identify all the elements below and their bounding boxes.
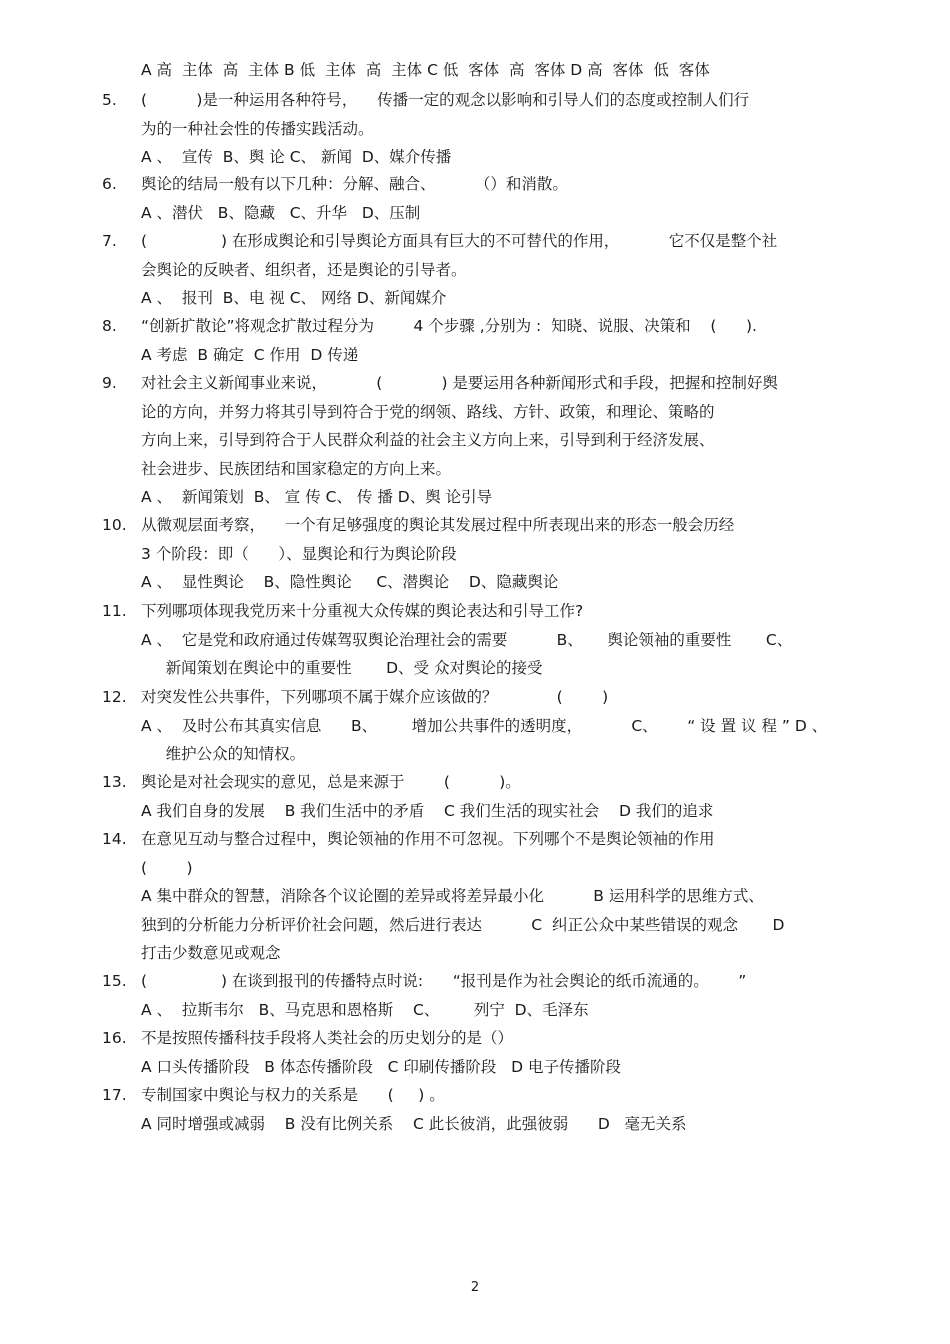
question-line: 维护公众的知情权。: [141, 745, 306, 763]
question-line: A 、 新闻策划 B、 宣 传 C、 传 播 D、舆 论引导: [141, 488, 493, 506]
question-line: 方向上来，引导到符合于人民群众利益的社会主义方向上来，引导到利于经济发展、: [141, 431, 715, 449]
question-body: [141, 369, 841, 512]
question-line: ( ) 在形成舆论和引导舆论方面具有巨大的不可替代的作用， 它不仅是整个社: [141, 232, 778, 250]
question-number: 7.: [102, 232, 117, 250]
question-line: A 、 宣传 B、舆 论 C、 新闻 D、媒介传播: [141, 148, 452, 166]
question-line: 新闻策划在舆论中的重要性 D、受 众对舆论的接受: [141, 659, 543, 677]
question-number: 17.: [102, 1086, 127, 1104]
question-number: 11.: [102, 602, 127, 620]
question-line: 为的一种社会性的传播实践活动。: [141, 119, 374, 138]
question-line: 不是按照传播科技手段将人类社会的历史划分的是（）: [141, 1029, 514, 1047]
question-line: 社会进步、民族团结和国家稳定的方向上来。: [141, 459, 452, 478]
question-number: 5.: [102, 91, 117, 109]
question-line: A 、 报刊 B、电 视 C、 网络 D、新闻媒介: [141, 289, 447, 307]
question-body: [141, 1081, 841, 1138]
question-4-options: A 高 主体 高 主体 B 低 主体 高 主体 C 低 客体 高 客体 D 高 客体 低 客体: [141, 61, 710, 79]
question-line: A 、 显性舆论 B、隐性舆论 C、潜舆论 D、隐藏舆论: [141, 573, 559, 591]
question-line: ( ) 在谈到报刊的传播特点时说: “报刊是作为社会舆论的纸币流通的。 ”: [141, 972, 747, 990]
question-body: [141, 597, 841, 683]
question-number: 13.: [102, 773, 127, 791]
page-number: 2: [470, 1280, 480, 1295]
question-number: 14.: [102, 830, 127, 848]
question-line: “创新扩散论”将观念扩散过程分为 4 个步骤 ,分别为 : 知晓、说服、决策和 ( ).: [141, 317, 757, 335]
question-line: 下列哪项体现我党历来十分重视大众传媒的舆论表达和引导工作?: [141, 602, 584, 620]
question-number: 8.: [102, 317, 117, 335]
question-body: [141, 768, 841, 825]
question-body: [141, 170, 841, 227]
question-line: ( )是一种运用各种符号， 传播一定的观念以影响和引导人们的态度或控制人们行: [141, 91, 750, 109]
question-body: [141, 511, 841, 597]
question-line: 对突发性公共事件，下列哪项不属于媒介应该做的？ ( ): [141, 688, 609, 706]
question-body: [141, 683, 841, 769]
question-line: A 集中群众的智慧，消除各个议论圈的差异或将差异最小化 B 运用科学的思维方式、: [141, 887, 764, 905]
question-line: 从微观层面考察， 一个有足够强度的舆论其发展过程中所表现出来的形态一般会历经: [141, 516, 735, 534]
question-line: A 口头传播阶段 B 体态传播阶段 C 印刷传播阶段 D 电子传播阶段: [141, 1057, 622, 1076]
question-line: A 、潜伏 B、隐藏 C、升华 D、压制: [141, 203, 421, 222]
question-line: 舆论的结局一般有以下几种：分解、融合、 （）和消散。: [141, 175, 568, 193]
question-line: A 、 拉斯韦尔 B、马克思和恩格斯 C、 列宁 D、毛泽东: [141, 1000, 589, 1019]
question-line: 3 个阶段：即（ ）、显舆论和行为舆论阶段: [141, 544, 457, 563]
question-line: 独到的分析能力分析评价社会问题，然后进行表达 C 纠正公众中某些错误的观念 D: [141, 915, 785, 934]
question-line: 打击少数意见或观念: [141, 944, 281, 962]
question-body: [141, 825, 841, 968]
question-number: 9.: [102, 374, 117, 392]
question-body: [141, 1024, 841, 1081]
question-line: A 我们自身的发展 B 我们生活中的矛盾 C 我们生活的现实社会 D 我们的追求: [141, 801, 714, 820]
question-body: [141, 967, 841, 1024]
question-line: 舆论是对社会现实的意见，总是来源于 ( )。: [141, 773, 521, 791]
question-body: [141, 86, 841, 172]
question-body: [141, 227, 841, 313]
question-line: 对社会主义新闻事业来说， ( ) 是要运用各种新闻形式和手段，把握和控制好舆: [141, 374, 778, 392]
question-line: ( ): [141, 858, 193, 877]
question-line: A 、 它是党和政府通过传媒驾驭舆论治理社会的需要 B、 舆论领袖的重要性 C、: [141, 630, 793, 649]
question-line: A 同时增强或减弱 B 没有比例关系 C 此长彼消，此强彼弱 D 毫无关系: [141, 1114, 687, 1133]
question-line: 专制国家中舆论与权力的关系是 ( ) 。: [141, 1086, 445, 1104]
question-number: 16.: [102, 1029, 127, 1047]
question-number: 10.: [102, 516, 127, 534]
question-number: 12.: [102, 688, 127, 706]
question-line: 论的方向，并努力将其引导到符合于党的纲领、路线、方针、政策，和理论、策略的: [141, 402, 715, 421]
question-line: 在意见互动与整合过程中，舆论领袖的作用不可忽视。下列哪个不是舆论领袖的作用: [141, 830, 715, 848]
question-line: A 、 及时公布其真实信息 B、 增加公共事件的透明度， C、 “ 设 置 议 程 ” D 、: [141, 716, 828, 735]
question-line: 会舆论的反映者、组织者，还是舆论的引导者。: [141, 260, 467, 279]
question-number: 6.: [102, 175, 117, 193]
question-line: A 考虑 B 确定 C 作用 D 传递: [141, 345, 359, 364]
question-number: 15.: [102, 972, 127, 990]
question-body: [141, 312, 841, 369]
